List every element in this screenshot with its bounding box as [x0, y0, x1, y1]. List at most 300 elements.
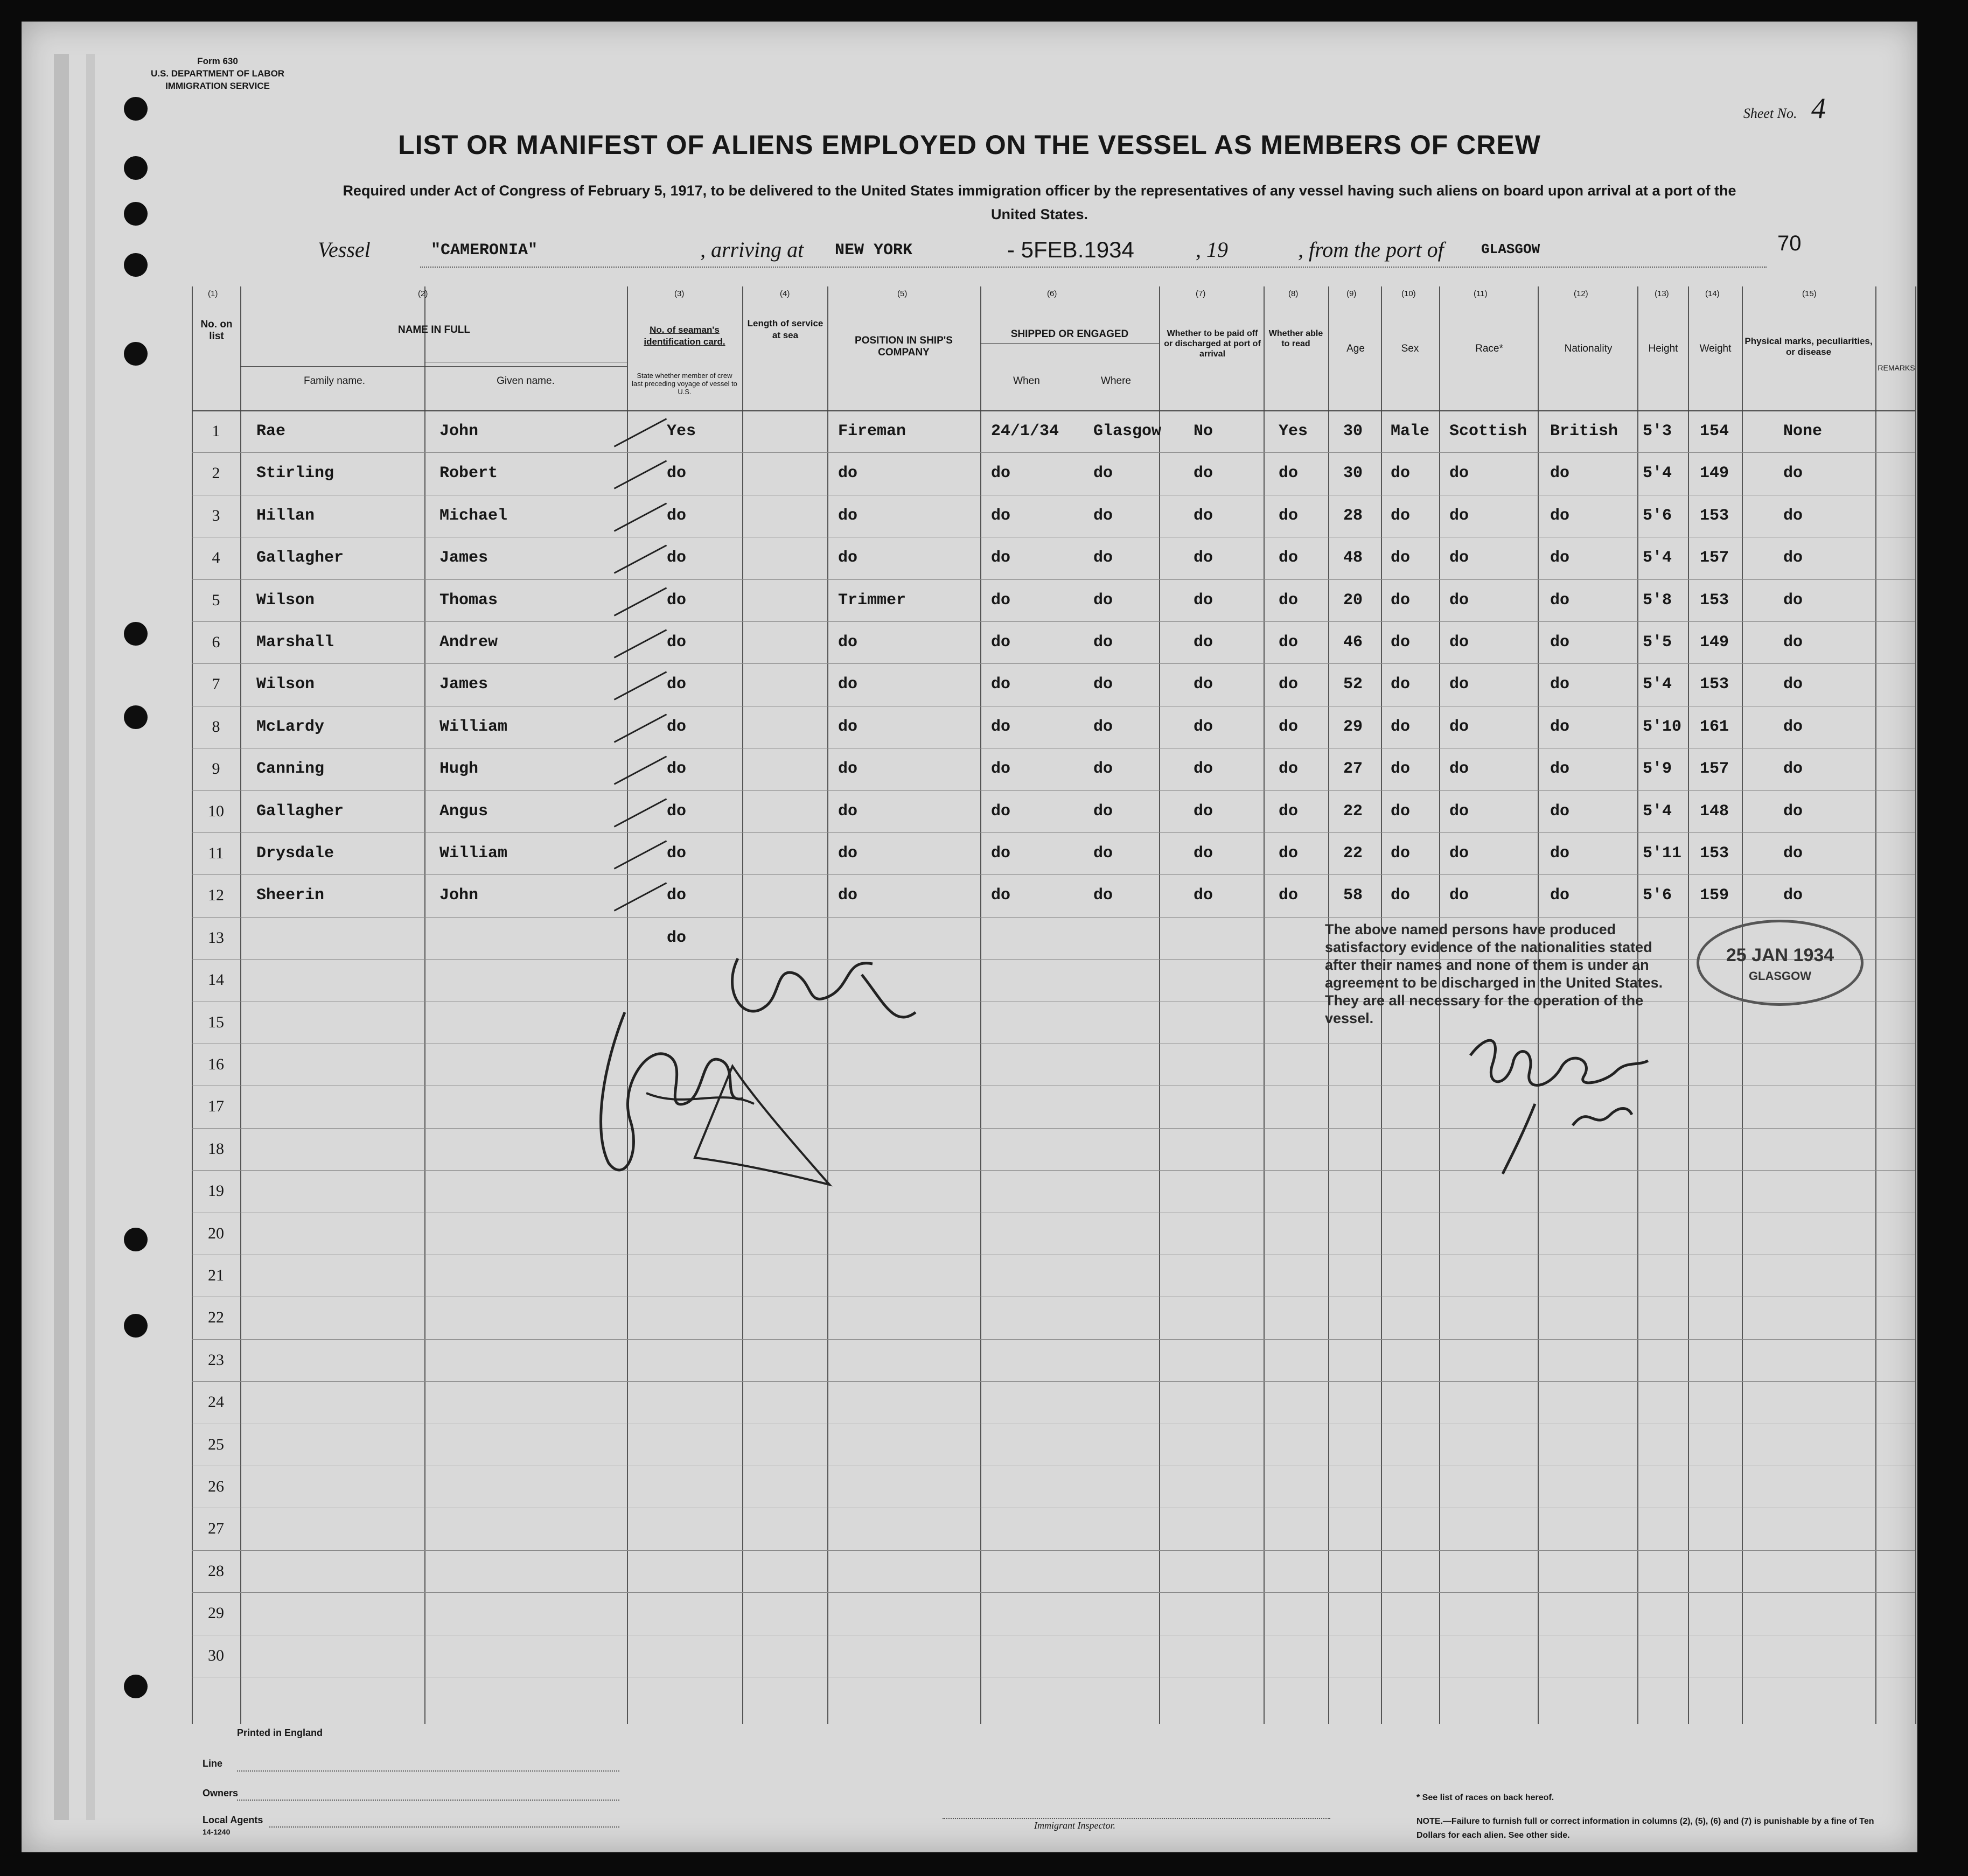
cell-position: Trimmer: [838, 591, 906, 610]
cell-when: do: [991, 549, 1011, 568]
binder-hole-icon: [124, 1228, 148, 1251]
cell-given: William: [439, 717, 508, 736]
cell-physical: do: [1783, 591, 1803, 610]
cell-weight: 153: [1700, 591, 1729, 610]
cell-race: do: [1449, 464, 1469, 483]
form-code: 14-1240: [203, 1828, 231, 1836]
cell-family: Marshall: [256, 633, 334, 652]
binder-hole-icon: [124, 202, 148, 226]
paper-edge-strip: [86, 54, 95, 1820]
cell-family: Wilson: [256, 675, 315, 694]
cell-position: do: [838, 464, 858, 483]
cell-when: do: [991, 717, 1011, 736]
header-sex: Sex: [1401, 343, 1419, 354]
cell-nationality: do: [1550, 760, 1570, 779]
inspector-label: Immigrant Inspector.: [1034, 1820, 1115, 1831]
column-number: (14): [1705, 289, 1720, 298]
cell-weight: 159: [1700, 886, 1729, 905]
master-statement: The above named persons have produced satisfactory evidence of the nationalities stated after their names and none of them is under an agreement to be discharged in the United States. They are all necessary for the operation of the vessel.: [1325, 921, 1663, 1026]
column-number: (7): [1196, 289, 1206, 298]
cell-given: Michael: [439, 506, 508, 525]
cell-race: do: [1449, 802, 1469, 821]
cell-where: do: [1093, 717, 1113, 736]
cell-height: 5'5: [1643, 633, 1672, 652]
cell-card: do: [667, 844, 687, 863]
cell-nationality: do: [1550, 802, 1570, 821]
cell-height: 5'8: [1643, 591, 1672, 610]
agents-label: Local Agents: [203, 1815, 263, 1825]
cell-given: John: [439, 886, 479, 905]
cell-card: do: [667, 506, 687, 525]
row-number: 16: [208, 1055, 224, 1073]
cell-physical: None: [1783, 422, 1823, 440]
cell-where: do: [1093, 675, 1113, 694]
header-family-name: Family name.: [303, 375, 366, 387]
cell-weight: 149: [1700, 633, 1729, 652]
cell-read: Yes: [1279, 422, 1308, 440]
cell-physical: do: [1783, 760, 1803, 779]
form-department: U.S. DEPARTMENT OF LABOR: [151, 68, 285, 79]
binder-hole-icon: [124, 97, 148, 121]
cell-paid: No: [1194, 422, 1213, 440]
penalty-note: NOTE.—Failure to furnish full or correct information in columns (2), (5), (6) and (7) is punishable by a fine of Ten Dollars for each alien. See other side.: [1416, 1817, 1874, 1840]
header-weight: Weight: [1699, 343, 1732, 354]
column-number: (3): [674, 289, 685, 298]
cell-read: do: [1279, 633, 1299, 652]
cell-when: do: [991, 760, 1011, 779]
binder-hole-icon: [124, 1675, 148, 1698]
cell-position: do: [838, 802, 858, 821]
cell-card: do: [667, 464, 687, 483]
sheet-number: [1743, 92, 1826, 125]
sheet-number-value: 4: [1811, 92, 1826, 124]
cell-sex: do: [1391, 506, 1411, 525]
cell-given: John: [439, 422, 479, 440]
cell-when: do: [991, 675, 1011, 694]
row-number: 30: [208, 1646, 224, 1664]
cell-physical: do: [1783, 675, 1803, 694]
row-number: 1: [212, 422, 220, 440]
cell-card: do: [667, 675, 687, 694]
cell-height: 5'4: [1643, 802, 1672, 821]
cell-where: do: [1093, 464, 1113, 483]
year-label: , 19: [1196, 237, 1228, 262]
table-row-divider: [192, 1339, 1915, 1340]
cell-given: Hugh: [439, 760, 479, 779]
cell-family: Rae: [256, 422, 286, 440]
cell-position: do: [838, 633, 858, 652]
inspector-signature: [560, 926, 937, 1206]
cell-paid: do: [1194, 549, 1213, 568]
row-number: 29: [208, 1604, 224, 1622]
cell-position: do: [838, 717, 858, 736]
row-number: 9: [212, 760, 220, 778]
cell-race: do: [1449, 633, 1469, 652]
cell-race: do: [1449, 717, 1469, 736]
cell-where: do: [1093, 844, 1113, 863]
cell-sex: do: [1391, 591, 1411, 610]
cell-card: do: [667, 760, 687, 779]
column-number: (5): [897, 289, 908, 298]
page-subtitle: Required under Act of Congress of February 5, 1917, to be delivered to the United States immigration officer by the representatives of any vessel having such aliens on board upon arrival at a port of the United States.: [343, 183, 1736, 222]
cell-paid: do: [1194, 464, 1213, 483]
column-number: (10): [1401, 289, 1416, 298]
cell-height: 5'4: [1643, 464, 1672, 483]
cell-family: Stirling: [256, 464, 334, 483]
column-number: (2): [418, 289, 428, 298]
binder-hole-icon: [124, 705, 148, 729]
header-name-in-full: NAME IN FULL: [397, 324, 471, 335]
cell-paid: do: [1194, 886, 1213, 905]
cell-card: do: [667, 928, 687, 947]
row-number: 25: [208, 1435, 224, 1453]
column-number: (4): [780, 289, 790, 298]
cell-card: Yes: [667, 422, 696, 440]
cell-nationality: do: [1550, 464, 1570, 483]
cell-when: do: [991, 844, 1011, 863]
cell-race: do: [1449, 844, 1469, 863]
cell-weight: 149: [1700, 464, 1729, 483]
cell-given: William: [439, 844, 508, 863]
cell-age: 20: [1343, 591, 1363, 610]
cell-when: do: [991, 591, 1011, 610]
cell-where: do: [1093, 886, 1113, 905]
immigration-stamp: [1697, 920, 1864, 1006]
owners-label: Owners: [203, 1788, 239, 1798]
table-column-divider: [1915, 286, 1916, 1724]
cell-nationality: do: [1550, 844, 1570, 863]
races-footnote: * See list of races on back hereof.: [1416, 1793, 1554, 1802]
cell-sex: do: [1391, 760, 1411, 779]
cell-given: James: [439, 675, 488, 694]
cell-age: 29: [1343, 717, 1363, 736]
row-number: 20: [208, 1224, 224, 1242]
manifest-sheet: [22, 22, 1917, 1852]
cell-given: Angus: [439, 802, 488, 821]
cell-card: do: [667, 802, 687, 821]
row-number: 18: [208, 1139, 224, 1158]
cell-family: Gallagher: [256, 549, 344, 568]
cell-age: 30: [1343, 422, 1363, 440]
row-number: 14: [208, 971, 224, 989]
cell-where: do: [1093, 506, 1113, 525]
arrival-date-stamp: - 5FEB.1934: [1007, 237, 1134, 262]
cell-given: Thomas: [439, 591, 498, 610]
cell-race: do: [1449, 591, 1469, 610]
row-number: 6: [212, 633, 220, 651]
cell-age: 46: [1343, 633, 1363, 652]
cell-family: Drysdale: [256, 844, 334, 863]
row-number: 12: [208, 886, 224, 905]
column-number: (13): [1655, 289, 1669, 298]
cell-physical: do: [1783, 506, 1803, 525]
binder-hole-icon: [124, 622, 148, 646]
column-number: (9): [1346, 289, 1357, 298]
table-row-divider: [192, 1550, 1915, 1551]
cell-card: do: [667, 633, 687, 652]
stamp-date: 25 JAN 1934: [1726, 945, 1834, 965]
cell-age: 30: [1343, 464, 1363, 483]
cell-paid: do: [1194, 506, 1213, 525]
row-number: 28: [208, 1562, 224, 1580]
cell-read: do: [1279, 591, 1299, 610]
cell-nationality: do: [1550, 549, 1570, 568]
owners-field: [237, 1800, 619, 1801]
header-id-card: No. of seaman's identification card.: [644, 325, 725, 347]
cell-when: do: [991, 886, 1011, 905]
cell-position: do: [838, 675, 858, 694]
header-given-name: Given name.: [497, 375, 555, 387]
cell-race: do: [1449, 760, 1469, 779]
cell-height: 5'6: [1643, 886, 1672, 905]
departure-port: GLASGOW: [1481, 241, 1540, 257]
paper-edge-strip: [54, 54, 69, 1820]
cell-weight: 157: [1700, 760, 1729, 779]
cell-sex: Male: [1391, 422, 1430, 440]
cell-paid: do: [1194, 591, 1213, 610]
cell-card: do: [667, 549, 687, 568]
cell-sex: do: [1391, 844, 1411, 863]
row-number: 15: [208, 1013, 224, 1031]
form-identifier: [151, 55, 284, 92]
cell-nationality: do: [1550, 675, 1570, 694]
line-label: Line: [203, 1758, 223, 1769]
cell-age: 22: [1343, 802, 1363, 821]
row-number: 10: [208, 802, 224, 820]
cell-height: 5'10: [1643, 717, 1682, 736]
form-service: IMMIGRATION SERVICE: [165, 81, 270, 91]
cell-weight: 153: [1700, 675, 1729, 694]
header-no-on-list: No. on list: [200, 319, 233, 342]
cell-card: do: [667, 591, 687, 610]
cell-family: Sheerin: [256, 886, 325, 905]
row-number: 19: [208, 1182, 224, 1200]
cell-age: 52: [1343, 675, 1363, 694]
cell-when: 24/1/34: [991, 422, 1059, 440]
cell-sex: do: [1391, 464, 1411, 483]
cell-where: do: [1093, 802, 1113, 821]
header-subdivider: [980, 343, 1159, 344]
cell-when: do: [991, 802, 1011, 821]
cell-position: do: [838, 844, 858, 863]
from-port-label: , from the port of: [1298, 237, 1444, 262]
row-number: 22: [208, 1308, 224, 1327]
cell-height: 5'6: [1643, 506, 1672, 525]
cell-height: 5'3: [1643, 422, 1672, 440]
row-number: 24: [208, 1393, 224, 1411]
vessel-line-underline: [420, 267, 1767, 268]
cell-card: do: [667, 717, 687, 736]
header-physical: Physical marks, peculiarities, or disease: [1744, 336, 1873, 357]
cell-weight: 148: [1700, 802, 1729, 821]
row-number: 21: [208, 1266, 224, 1284]
cell-sex: do: [1391, 717, 1411, 736]
cell-card: do: [667, 886, 687, 905]
row-number: 26: [208, 1478, 224, 1495]
cell-read: do: [1279, 886, 1299, 905]
cell-when: do: [991, 506, 1011, 525]
column-number: (6): [1047, 289, 1057, 298]
vessel-label: Vessel: [318, 237, 371, 262]
header-when: When: [1013, 375, 1040, 387]
printed-note: Printed in England: [237, 1727, 323, 1738]
cell-position: do: [838, 506, 858, 525]
header-id-card-note: State whether member of crew last preceding voyage of vessel to U.S.: [632, 372, 737, 396]
row-number: 4: [212, 549, 220, 567]
row-number: 7: [212, 675, 220, 694]
cell-given: James: [439, 549, 488, 568]
cell-family: McLardy: [256, 717, 325, 736]
row-number: 5: [212, 591, 220, 609]
header-age: Age: [1346, 343, 1365, 354]
cell-paid: do: [1194, 717, 1213, 736]
cell-physical: do: [1783, 802, 1803, 821]
line-field: [237, 1770, 619, 1772]
row-number: 13: [208, 928, 224, 947]
cell-paid: do: [1194, 675, 1213, 694]
column-number: (15): [1802, 289, 1817, 298]
cell-sex: do: [1391, 549, 1411, 568]
row-number: 8: [212, 717, 220, 736]
header-where: Where: [1101, 375, 1131, 387]
page-number: 70: [1777, 232, 1802, 255]
cell-given: Andrew: [439, 633, 498, 652]
binder-hole-icon: [124, 342, 148, 366]
stamp-place: GLASGOW: [1748, 969, 1812, 983]
table-row-divider: [192, 1381, 1915, 1382]
cell-sex: do: [1391, 802, 1411, 821]
cell-height: 5'4: [1643, 675, 1672, 694]
cell-sex: do: [1391, 675, 1411, 694]
arrival-port: NEW YORK: [835, 241, 913, 260]
arriving-label: , arriving at: [700, 237, 804, 262]
cell-race: do: [1449, 506, 1469, 525]
cell-paid: do: [1194, 844, 1213, 863]
inspector-field: [943, 1818, 1330, 1819]
header-subdivider: [240, 366, 627, 367]
cell-read: do: [1279, 549, 1299, 568]
header-length-service: Length of service at sea: [747, 318, 824, 340]
cell-nationality: British: [1550, 422, 1618, 440]
cell-where: do: [1093, 591, 1113, 610]
cell-when: do: [991, 464, 1011, 483]
table-row-divider: [192, 1592, 1915, 1593]
row-number: 17: [208, 1097, 224, 1116]
row-number: 23: [208, 1350, 224, 1369]
cell-physical: do: [1783, 844, 1803, 863]
header-paid-off: Whether to be paid off or discharged at port of arrival: [1164, 329, 1261, 359]
cell-nationality: do: [1550, 506, 1570, 525]
cell-read: do: [1279, 844, 1299, 863]
cell-physical: do: [1783, 464, 1803, 483]
cell-given: Robert: [439, 464, 498, 483]
cell-paid: do: [1194, 760, 1213, 779]
header-shipped: SHIPPED OR ENGAGED: [1010, 328, 1129, 340]
header-nationality: Nationality: [1564, 343, 1613, 354]
cell-read: do: [1279, 760, 1299, 779]
cell-race: do: [1449, 675, 1469, 694]
column-number: (8): [1288, 289, 1299, 298]
superintendent-signature: [1454, 1023, 1680, 1185]
cell-family: Wilson: [256, 591, 315, 610]
cell-where: do: [1093, 633, 1113, 652]
header-remarks: REMARKS: [1878, 363, 1915, 372]
cell-family: Canning: [256, 760, 325, 779]
cell-weight: 157: [1700, 549, 1729, 568]
column-number: (12): [1574, 289, 1588, 298]
cell-age: 58: [1343, 886, 1363, 905]
cell-height: 5'9: [1643, 760, 1672, 779]
cell-read: do: [1279, 717, 1299, 736]
cell-nationality: do: [1550, 717, 1570, 736]
cell-nationality: do: [1550, 886, 1570, 905]
page-title: LIST OR MANIFEST OF ALIENS EMPLOYED ON THE VESSEL AS MEMBERS OF CREW: [398, 130, 1541, 160]
column-number: (1): [208, 289, 218, 298]
cell-sex: do: [1391, 886, 1411, 905]
cell-physical: do: [1783, 633, 1803, 652]
cell-weight: 153: [1700, 844, 1729, 863]
cell-physical: do: [1783, 886, 1803, 905]
cell-race: do: [1449, 886, 1469, 905]
cell-nationality: do: [1550, 591, 1570, 610]
cell-read: do: [1279, 675, 1299, 694]
cell-where: Glasgow: [1093, 422, 1162, 440]
header-position: POSITION IN SHIP'S COMPANY: [855, 335, 953, 358]
cell-physical: do: [1783, 549, 1803, 568]
cell-age: 28: [1343, 506, 1363, 525]
binder-hole-icon: [124, 253, 148, 277]
cell-sex: do: [1391, 633, 1411, 652]
cell-read: do: [1279, 464, 1299, 483]
cell-race: do: [1449, 549, 1469, 568]
cell-weight: 153: [1700, 506, 1729, 525]
cell-height: 5'4: [1643, 549, 1672, 568]
cell-weight: 154: [1700, 422, 1729, 440]
cell-paid: do: [1194, 802, 1213, 821]
cell-read: do: [1279, 802, 1299, 821]
cell-when: do: [991, 633, 1011, 652]
cell-height: 5'11: [1643, 844, 1682, 863]
cell-age: 48: [1343, 549, 1363, 568]
cell-where: do: [1093, 549, 1113, 568]
cell-position: Fireman: [838, 422, 906, 440]
form-number: Form 630: [197, 56, 238, 66]
header-height: Height: [1648, 343, 1678, 354]
cell-family: Hillan: [256, 506, 315, 525]
cell-position: do: [838, 886, 858, 905]
header-race: Race*: [1475, 343, 1503, 354]
cell-family: Gallagher: [256, 802, 344, 821]
header-able-read: Whether able to read: [1268, 329, 1323, 348]
agents-field: [269, 1826, 619, 1828]
cell-paid: do: [1194, 633, 1213, 652]
cell-age: 22: [1343, 844, 1363, 863]
row-number: 27: [208, 1520, 224, 1538]
cell-read: do: [1279, 506, 1299, 525]
cell-position: do: [838, 549, 858, 568]
cell-nationality: do: [1550, 633, 1570, 652]
cell-age: 27: [1343, 760, 1363, 779]
cell-weight: 161: [1700, 717, 1729, 736]
cell-race: Scottish: [1449, 422, 1527, 440]
binder-hole-icon: [124, 1314, 148, 1338]
sheet-number-label: Sheet No.: [1743, 106, 1797, 121]
row-number: 2: [212, 464, 220, 482]
row-number: 3: [212, 506, 220, 524]
row-number: 11: [208, 844, 224, 862]
column-number: (11): [1474, 289, 1488, 298]
cell-physical: do: [1783, 717, 1803, 736]
